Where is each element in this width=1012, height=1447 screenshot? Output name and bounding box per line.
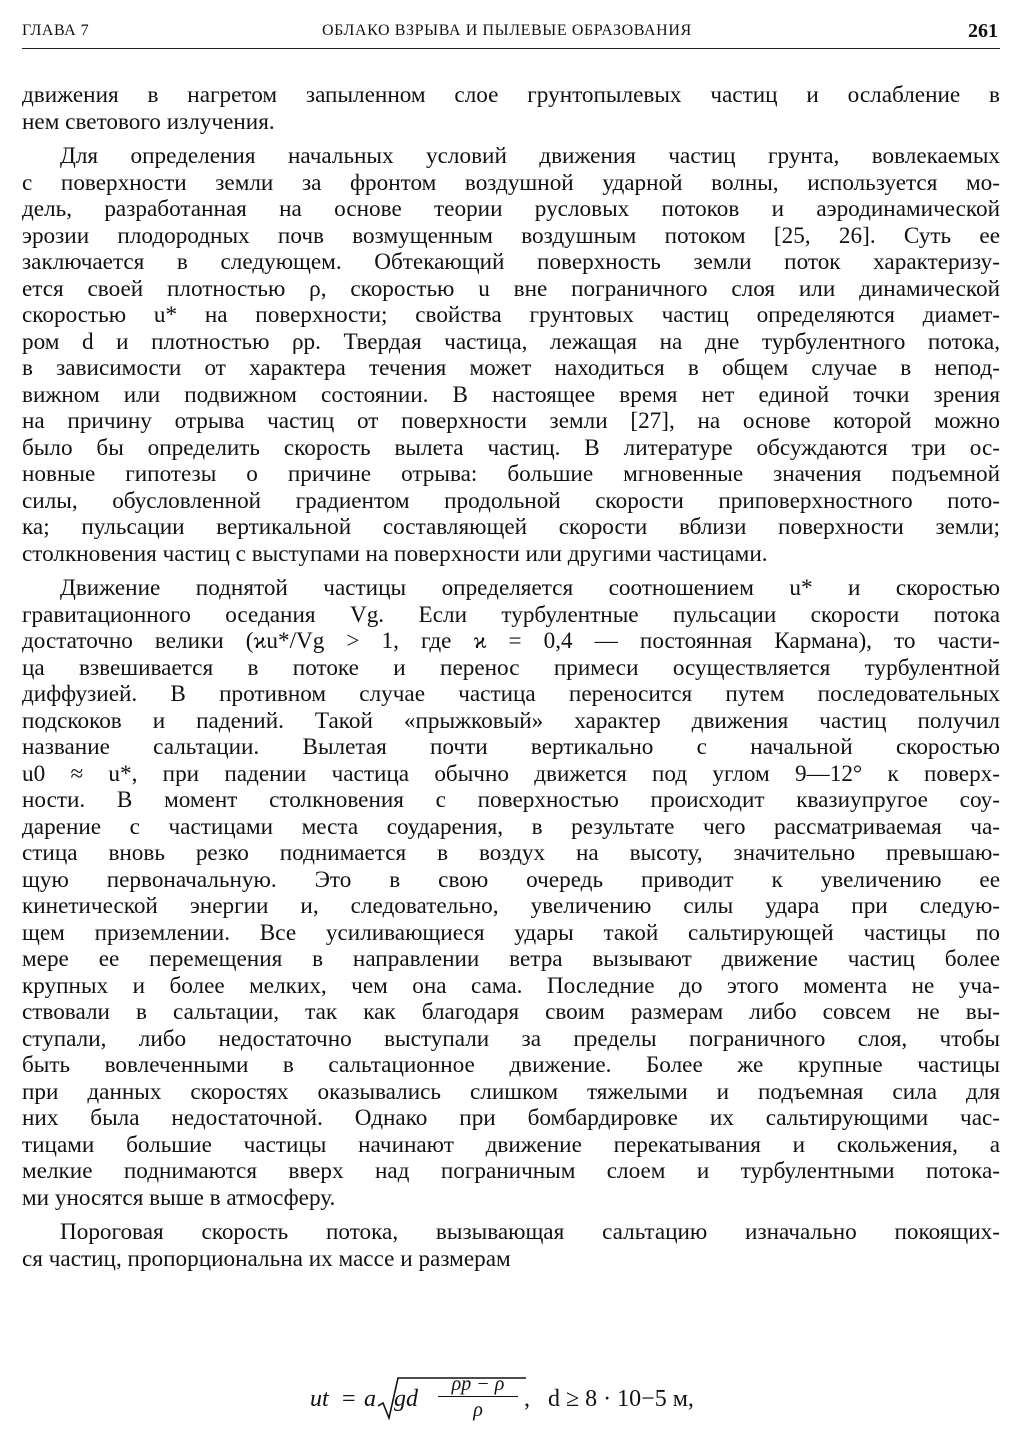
threshold-velocity-formula — [310, 1372, 730, 1434]
text-line: в зависимости от характера течения может находиться в общем случае в непод- — [22, 355, 1000, 381]
text-line: кинетической энергии и, следовательно, увеличению силы удара при следую- — [22, 893, 1000, 919]
paragraph-3 — [22, 575, 1000, 1211]
chapter-title: ОБЛАКО ВЗРЫВА И ПЫЛЕВЫЕ ОБРАЗОВАНИЯ — [322, 22, 692, 39]
text-line: ся частиц, пропорциональна их массе и размерам — [22, 1245, 511, 1272]
text-line: заключается в следующем. Обтекающий поверхность земли поток характеризу- — [22, 249, 1000, 275]
text-line: ступали, либо недостаточно выступали за пределы пограничного слоя, чтобы — [22, 1025, 1000, 1052]
formula-coefficient: a — [364, 1386, 376, 1412]
text-line: быть вовлеченными в сальтационное движение. Более же крупные частицы — [22, 1052, 1000, 1078]
text-line: нем светового излучения. — [22, 108, 275, 135]
paragraph-2 — [22, 143, 1000, 567]
text-line: новные гипотезы о причине отрыва: большие мгновенные значения подъемной — [22, 461, 1000, 487]
text-line: u0 ≈ u*, при падении частица обычно движется под углом 9—12° к поверх- — [22, 760, 1000, 787]
text-line: вижном или подвижном состоянии. В настоящее время нет единой точки зрения — [22, 381, 1000, 408]
body-text — [22, 82, 1000, 1272]
text-line: эрозии плодородных почв возмущенным воздушным потоком [25, 26]. Суть ее — [22, 222, 1000, 249]
formula-fraction — [436, 1372, 520, 1423]
text-line: было бы определить скорость вылета частиц. В литературе обсуждаются три ос- — [22, 434, 1000, 461]
text-line: ром d и плотностью ρp. Твердая частица, лежащая на дне турбулентного потока, — [22, 328, 1000, 355]
text-line: скоростью u* на поверхности; свойства грунтовых частиц определяются диамет- — [22, 302, 1000, 328]
formula-separator: , — [524, 1386, 530, 1412]
fraction-numerator: ρp − ρ — [451, 1373, 505, 1395]
text-line: название сальтации. Вылетая почти вертикально с начальной скоростью — [22, 734, 1000, 760]
paragraph-1 — [22, 82, 1000, 135]
text-line: Движение поднятой частицы определяется соотношением u* и скоростью — [60, 575, 1000, 601]
text-line: них была недостаточной. Однако при бомбардировке их сальтирующими час- — [22, 1105, 1000, 1131]
text-line: ствовали в сальтации, так как благодаря своим размерам либо совсем не вы- — [22, 999, 1000, 1025]
fraction-denominator: ρ — [473, 1399, 483, 1421]
text-line: подскоков и падений. Такой «прыжковый» характер движения частиц получил — [22, 707, 1000, 734]
text-line: диффузией. В противном случае частица переносится путем последовательных — [22, 681, 1000, 707]
formula-condition: d ≥ 8 · 10−5 м, — [548, 1386, 694, 1412]
text-line: дель, разработанная на основе теории русловых потоков и аэродинамической — [22, 196, 1000, 222]
text-line: при данных скоростях оказывались слишком тяжелыми и подъемная сила для — [22, 1078, 1000, 1105]
text-line: тицами большие частицы начинают движение перекатывания и скольжения, а — [22, 1131, 1000, 1158]
text-line: Пороговая скорость потока, вызывающая сальтацию изначально покоящих- — [60, 1219, 1000, 1245]
text-line: на причину отрыва частиц от поверхности земли [27], на основе которой можно — [22, 408, 1000, 434]
page-number: 261 — [968, 20, 998, 42]
text-line: ца взвешивается в потоке и перенос примеси осуществляется турбулентной — [22, 654, 1000, 681]
text-line: с поверхности земли за фронтом воздушной ударной волны, используется мо- — [22, 169, 1000, 196]
text-line: Для определения начальных условий движения частиц грунта, вовлекаемых — [60, 143, 1000, 169]
text-line: ми уносятся выше в атмосферу. — [22, 1184, 336, 1211]
text-line: достаточно велики (ϰu*/Vg > 1, где ϰ = 0,4 — постоянная Кармана), то части- — [22, 628, 1000, 654]
paragraph-4 — [22, 1219, 1000, 1272]
text-line: ности. В момент столкновения с поверхностью происходит квазиупругое соу- — [22, 787, 1000, 813]
text-line: ется своей плотностью ρ, скоростью u вне пограничного слоя или динамической — [22, 275, 1000, 302]
text-line: щем приземлении. Все усиливающиеся удары такой сальтирующей частицы по — [22, 919, 1000, 946]
text-line: мелкие поднимаются вверх над пограничным слоем и турбулентными потока- — [22, 1158, 1000, 1184]
running-head — [22, 18, 1000, 49]
formula-equals: = — [342, 1386, 356, 1412]
text-line: крупных и более мелких, чем она сама. Последние до этого момента не уча- — [22, 972, 1000, 999]
text-line: щую первоначальную. Это в свою очередь приводит к увеличению ее — [22, 866, 1000, 893]
text-line: дарение с частицами места соударения, в результате чего рассматриваемая ча- — [22, 813, 1000, 840]
text-line: силы, обусловленной градиентом продольной скорости приповерхностного пото- — [22, 487, 1000, 514]
text-line: гравитационного оседания Vg. Если турбулентные пульсации скорости потока — [22, 601, 1000, 628]
chapter-label: ГЛАВА 7 — [22, 22, 90, 39]
text-line: движения в нагретом запыленном слое грунтопылевых частиц и ослабление в — [22, 82, 1000, 108]
formula-radicand: gd — [394, 1386, 418, 1412]
text-line: ка; пульсации вертикальной составляющей скорости вблизи поверхности земли; — [22, 514, 1000, 540]
text-line: мере ее перемещения в направлении ветра вызывают движение частиц более — [22, 946, 1000, 972]
formula-lhs: ut — [310, 1386, 329, 1412]
text-line: столкновения частиц с выступами на поверхности или другими частицами. — [22, 540, 768, 567]
text-line: стица вновь резко поднимается в воздух на высоту, значительно превышаю- — [22, 840, 1000, 866]
